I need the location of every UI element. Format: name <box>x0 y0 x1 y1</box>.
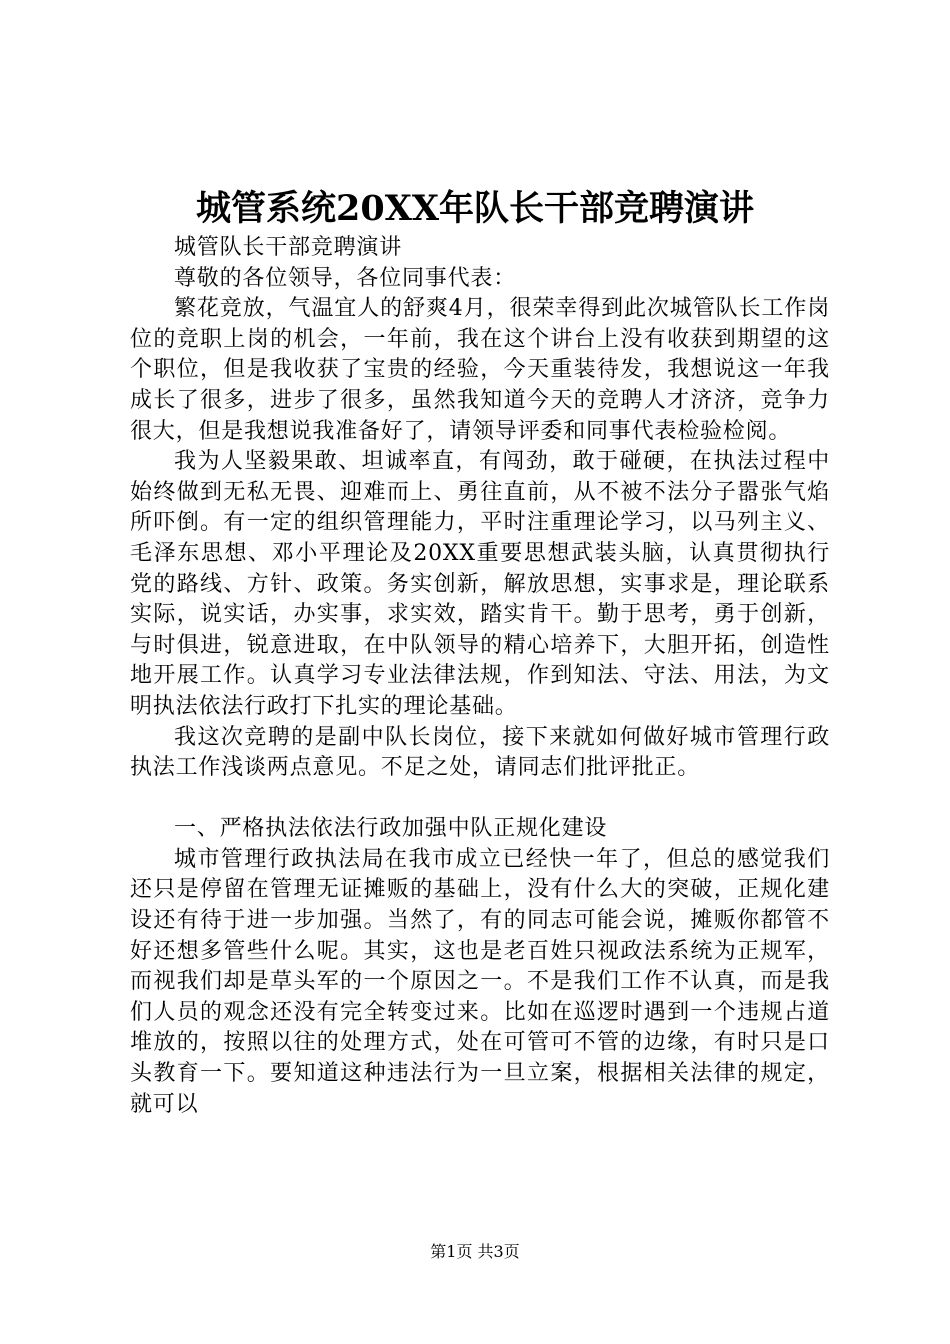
paragraph-self-introduction: 我为人坚毅果敢、坦诚率直，有闯劲，敢于碰硬，在执法过程中始终做到无私无畏、迎难而上、勇往直前，从不被不法分子嚣张气焰所吓倒。有一定的组织管理能力，平时注重理论学习，以马列主义、毛泽东思想、邓小平理论及20XX重要思想武装头脑，认真贯彻执行党的路线、方针、政策。务实创新，解放思想，实事求是，理论联系实际，说实话，办实事，求实效，踏实肯干。勤于思考，勇于创新，与时俱进，锐意进取，在中队领导的精心培养下，大胆开拓，创造性地开展工作。认真学习专业法律法规，作到知法、守法、用法，为文明执法依法行政打下扎实的理论基础。 <box>130 449 830 719</box>
document-title: 城管系统20XX年队长干部竞聘演讲 <box>195 188 755 229</box>
section-heading-1: 一、严格执法依法行政加强中队正规化建设 <box>174 816 608 842</box>
salutation: 尊敬的各位领导，各位同事代表： <box>174 265 517 291</box>
paragraph-position: 我这次竞聘的是副中队长岗位，接下来就如何做好城市管理行政执法工作浅谈两点意见。不足之处，请同志们批评批正。 <box>130 724 830 781</box>
paragraph-section-1: 城市管理行政执法局在我市成立已经快一年了，但总的感觉我们还只是停留在管理无证摊贩的基础上，没有什么大的突破，正规化建设还有待于进一步加强。当然了，有的同志可能会说，摊贩你都管不好还想多管些什么呢。其实，这也是老百姓只视政法系统为正规军，而视我们却是草头军的一个原因之一。不是我们工作不认真，而是我们人员的观念还没有完全转变过来。比如在巡逻时遇到一个违规占道堆放的，按照以往的处理方式，处在可管可不管的边缘，有时只是口头教育一下。要知道这种违法行为一旦立案，根据相关法律的规定，就可以 <box>130 846 830 1117</box>
page-footer: 第1页 共3页 <box>430 1242 520 1261</box>
speech-subtitle: 城管队长干部竞聘演讲 <box>174 235 403 260</box>
paragraph-spacer <box>130 784 830 815</box>
document-body <box>130 233 830 1120</box>
paragraph-opening: 繁花竞放，气温宜人的舒爽4月，很荣幸得到此次城管队长工作岗位的竞职上岗的机会，一年前，我在这个讲台上没有收获到期望的这个职位，但是我收获了宝贵的经验，今天重装待发，我想说这一年我成长了很多，进步了很多，虽然我知道今天的竞聘人才济济，竞争力很大，但是我想说我准备好了，请领导评委和同事代表检验检阅。 <box>130 296 830 444</box>
